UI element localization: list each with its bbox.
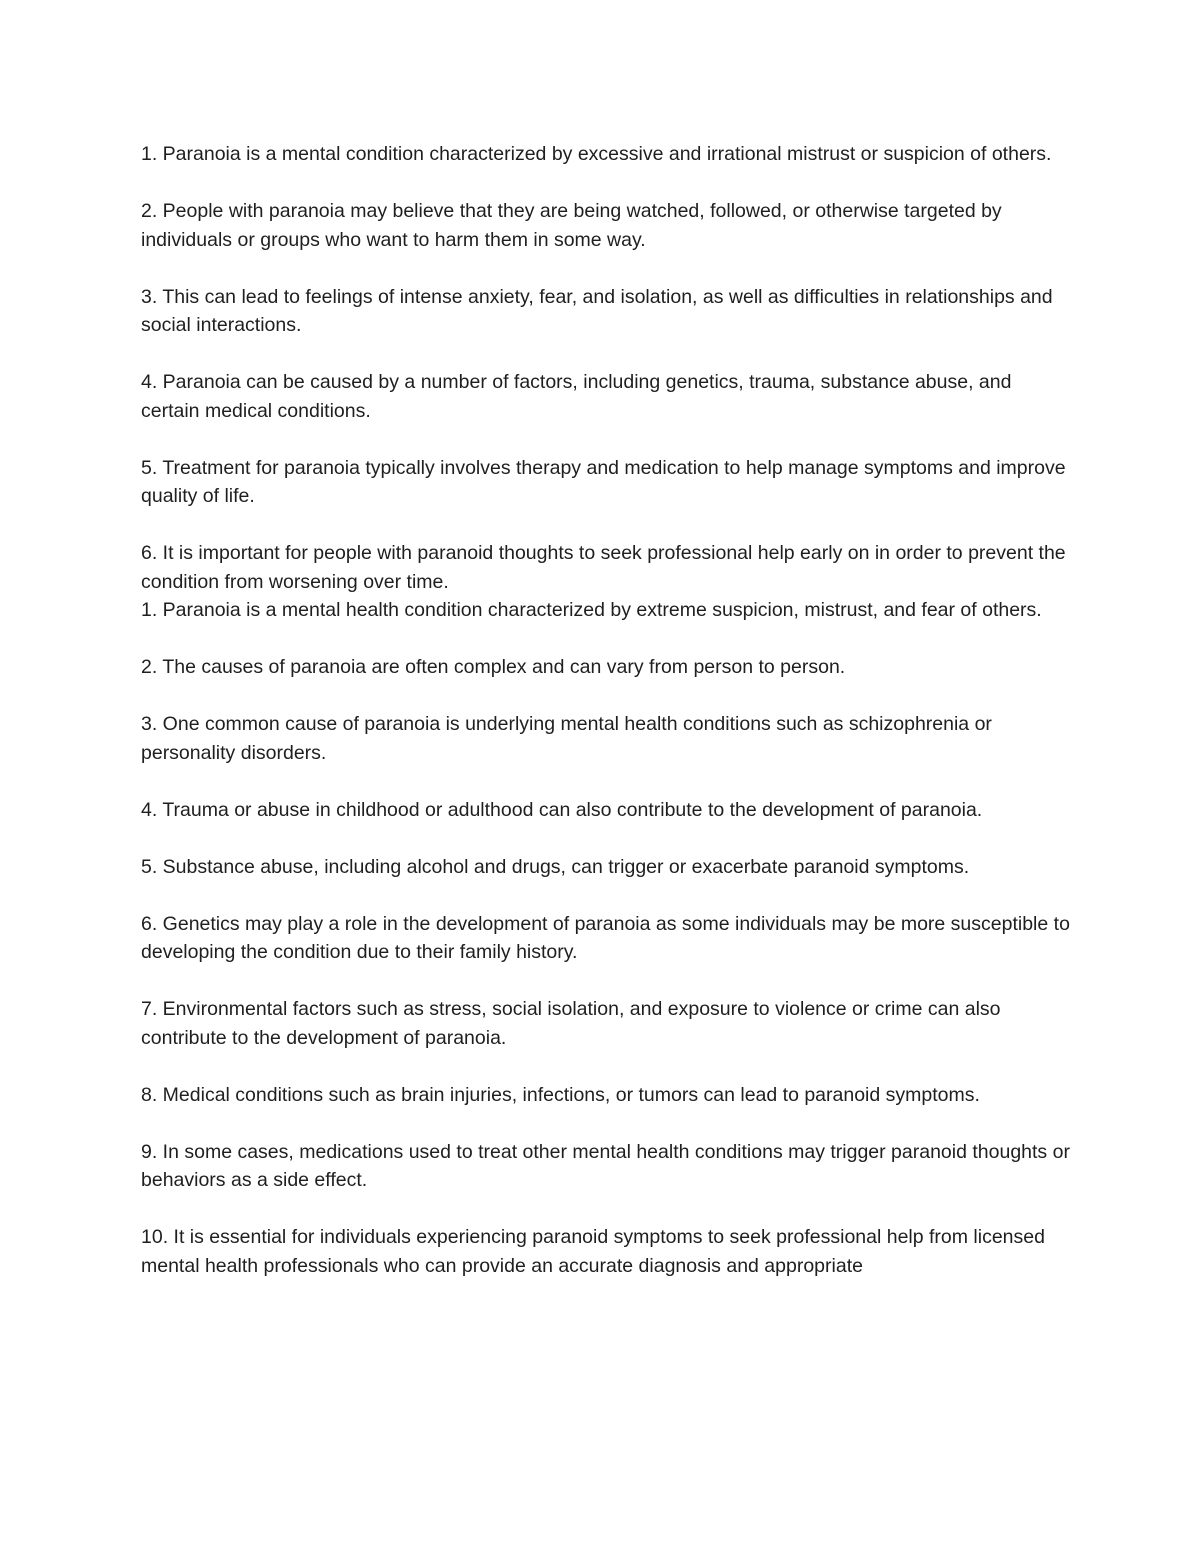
- paragraph-9b: 9. In some cases, medications used to treat other mental health conditions may trigger paranoid thoughts or behaviors as a side effect.: [141, 1140, 1070, 1191]
- paragraph-2a: 2. People with paranoia may believe that they are being watched, followed, or otherwise targeted by individuals or groups who want to harm them in some way.: [141, 200, 1002, 251]
- paragraph-1a: 1. Paranoia is a mental condition characterized by excessive and irrational mistrust or suspicion of others.: [141, 143, 1052, 165]
- paragraph-10b: 10. It is essential for individuals experiencing paranoid symptoms to seek professional help from licensed mental health professionals who can provide an accurate diagnosis and appropriate: [141, 1226, 1045, 1277]
- paragraph-6b: 6. Genetics may play a role in the development of paranoia as some individuals may be more susceptible to developing the condition due to their family history.: [141, 912, 1070, 963]
- document-body: [141, 140, 1071, 1280]
- paragraph-5b: 5. Substance abuse, including alcohol and drugs, can trigger or exacerbate paranoid symptoms.: [141, 855, 970, 878]
- paragraph-4a: 4. Paranoia can be caused by a number of factors, including genetics, trauma, substance abuse, and certain medical conditions.: [141, 371, 1012, 422]
- paragraph-8b: 8. Medical conditions such as brain injuries, infections, or tumors can lead to paranoid symptoms.: [141, 1083, 980, 1106]
- paragraph-1b: 1. Paranoia is a mental health condition characterized by extreme suspicion, mistrust, and fear of others.: [141, 599, 1042, 621]
- paragraph-5a: 5. Treatment for paranoia typically involves therapy and medication to help manage symptoms and improve quality of life.: [141, 456, 1066, 507]
- paragraph-3a: 3. This can lead to feelings of intense anxiety, fear, and isolation, as well as difficulties in relationships and social interactions.: [141, 285, 1053, 336]
- paragraph-3b: 3. One common cause of paranoia is underlying mental health conditions such as schizophrenia or personality disorders.: [141, 713, 992, 764]
- paragraph-7b: 7. Environmental factors such as stress, social isolation, and exposure to violence or crime can also contribute to the development of paranoia.: [141, 998, 1001, 1049]
- paragraph-4b: 4. Trauma or abuse in childhood or adulthood can also contribute to the development of paranoia.: [141, 798, 983, 821]
- paragraph-2b: 2. The causes of paranoia are often complex and can vary from person to person.: [141, 656, 846, 678]
- paragraph-6a: 6. It is important for people with paranoid thoughts to seek professional help early on in order to prevent the condition from worsening over time.: [141, 542, 1066, 593]
